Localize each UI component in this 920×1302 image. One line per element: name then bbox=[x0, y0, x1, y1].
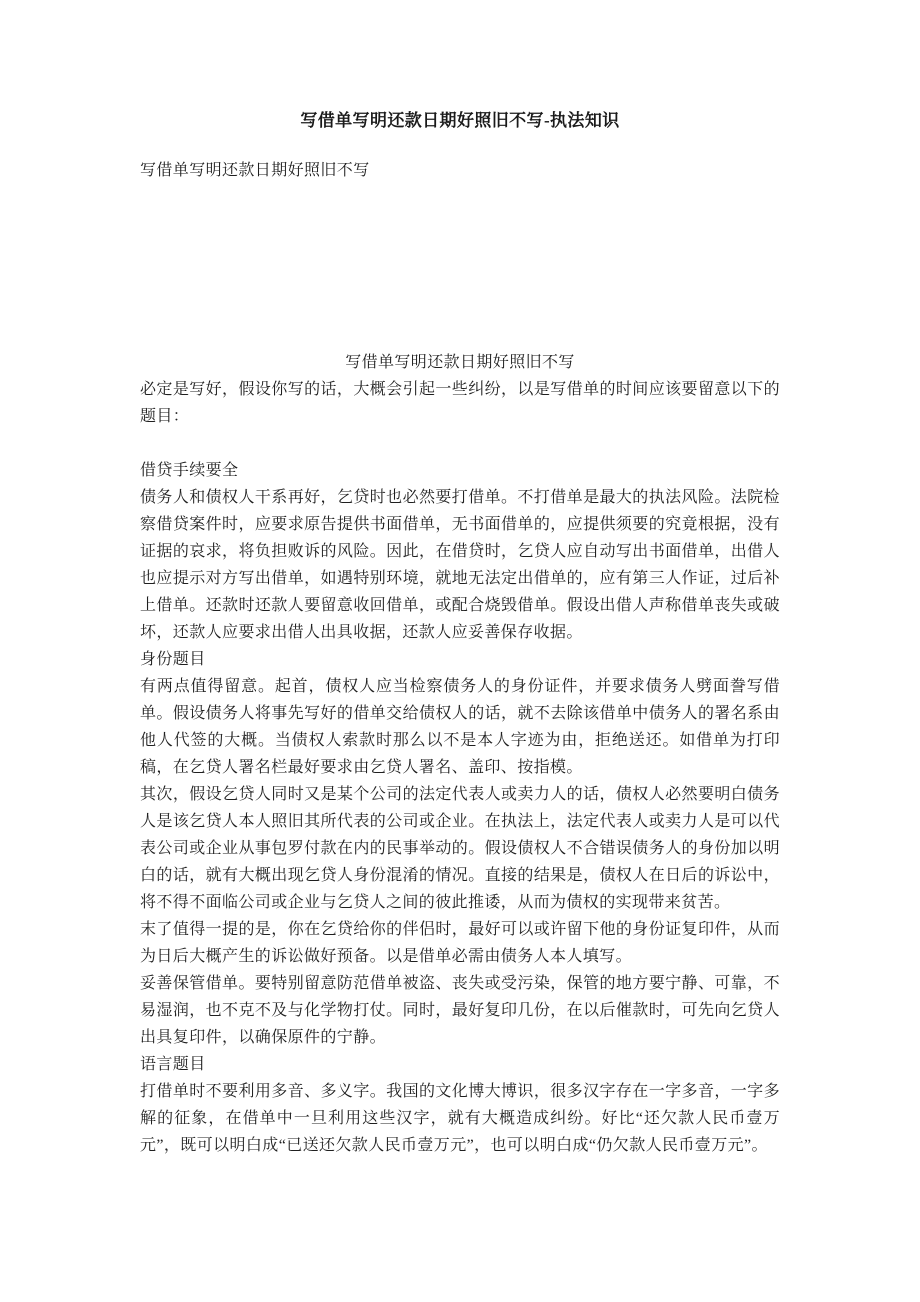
paragraph: 打借单时不要利用多音、多义字。我国的文化博大博识，很多汉字存在一字多音，一字多解的征象，在借单中一旦利用这些汉字，就有大概造成纠纷。好比“还欠款人民币壹万元”，既可以明白成“已送还欠款人民币壹万元”，也可以明白成“仍欠款人民币壹万元”。 bbox=[140, 1083, 780, 1154]
paragraph: 末了值得一提的是，你在乞贷给你的伴侣时，最好可以或许留下他的身份证复印件，从而为日后大概产生的诉讼做好预备。以是借单必需由债务人本人填写。 bbox=[140, 921, 780, 965]
article-body bbox=[140, 349, 780, 1159]
article-heading: 写借单写明还款日期好照旧不写 bbox=[345, 354, 575, 371]
section-heading: 语言题目 bbox=[140, 1056, 206, 1073]
paragraph: 有两点值得留意。起首，债权人应当检察债务人的身份证件，并要求债务人劈面誊写借单。假设债务人将事先写好的借单交给债权人的话，就不去除该借单中债务人的署名系由他人代签的大概。当债权人索款时那么以不是本人字迹为由，拒绝送还。如借单为打印稿，在乞贷人署名栏最好要求由乞贷人署名、盖印、按指模。 bbox=[140, 678, 780, 776]
section-heading: 身份题目 bbox=[140, 651, 206, 668]
article-blocks bbox=[140, 457, 780, 1159]
paragraph: 其次，假设乞贷人同时又是某个公司的法定代表人或卖力人的话，债权人必然要明白债务人是该乞贷人本人照旧其所代表的公司或企业。在执法上，法定代表人或卖力人是可以代表公司或企业从事包罗付款在内的民事举动的。假设债权人不合错误债务人的身份加以明白的话，就有大概出现乞贷人身份混淆的情况。直接的结果是，债权人在日后的诉讼中，将不得不面临公司或企业与乞贷人之间的彼此推诿，从而为债权的实现带来贫苦。 bbox=[140, 786, 780, 911]
intro-paragraph: 必定是写好，假设你写的话，大概会引起一些纠纷，以是写借单的时间应该要留意以下的题目： bbox=[140, 381, 780, 425]
doc-subtitle: 写借单写明还款日期好照旧不写 bbox=[140, 162, 370, 179]
page-title: 写借单写明还款日期好照旧不写-执法知识 bbox=[300, 111, 620, 130]
section-heading: 借贷手续要全 bbox=[140, 462, 239, 479]
paragraph: 债务人和债权人干系再好，乞贷时也必然要打借单。不打借单是最大的执法风险。法院检察借贷案件时，应要求原告提供书面借单，无书面借单的，应提供须要的究竟根据，没有证据的哀求，将负担败诉的风险。因此，在借贷时，乞贷人应自动写出书面借单，出借人也应提示对方写出借单，如遇特别环境，就地无法定出借单的，应有第三人作证，过后补上借单。还款时还款人要留意收回借单，或配合烧毁借单。假设出借人声称借单丧失或破坏，还款人应要求出借人出具收据，还款人应妥善保存收据。 bbox=[140, 489, 780, 641]
blank-line bbox=[140, 430, 780, 457]
paragraph: 妥善保管借单。要特别留意防范借单被盗、丧失或受污染，保管的地方要宁静、可靠，不易湿润，也不克不及与化学物打仗。同时，最好复印几份，在以后催款时，可先向乞贷人出具复印件，以确保原件的宁静。 bbox=[140, 975, 780, 1046]
